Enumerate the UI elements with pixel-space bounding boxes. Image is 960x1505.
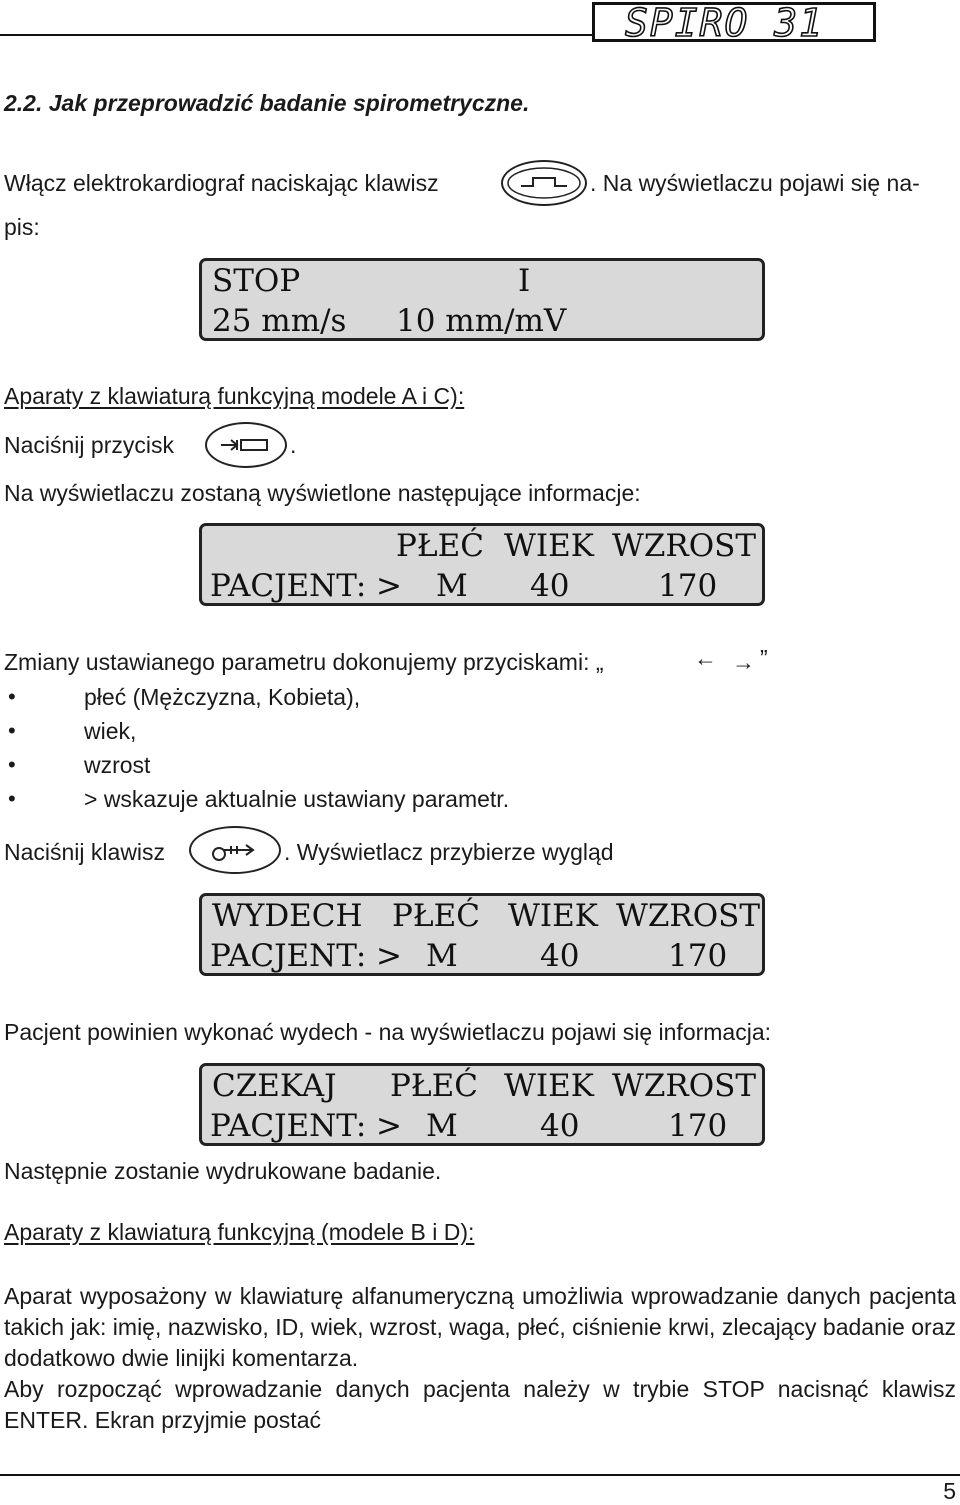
lcd-cursor-arrow: > <box>376 1108 402 1144</box>
lcd-lead-label: I <box>518 263 531 299</box>
lcd-age-value: 40 <box>540 938 580 974</box>
lcd-gain-value: 10 mm/mV <box>396 303 567 339</box>
lcd-height-value: 170 <box>668 938 728 974</box>
brand-box <box>592 1 876 45</box>
print-text: Następnie zostanie wydrukowane badanie. <box>4 1158 442 1184</box>
patient-key-icon <box>205 422 287 468</box>
page-number: 5 <box>943 1478 956 1504</box>
lcd-patient-label: PACJENT: <box>210 938 367 974</box>
lcd-age-header: WIEK <box>504 1068 594 1104</box>
lcd-height-value: 170 <box>668 1108 728 1144</box>
parameter-list <box>0 683 700 823</box>
lcd-age-header: WIEK <box>508 898 598 934</box>
lcd-display-stop <box>199 258 765 341</box>
exhale-text: Pacjent powinien wykonać wydech - na wyświetlaczu pojawi się informacja: <box>4 1019 772 1045</box>
changes-text: Zmiany ustawianego parametru dokonujemy przyciskami: „ <box>4 649 604 675</box>
models-bd-paragraph-2: Aby rozpocząć wprowadzanie danych pacjenta należy w trybie STOP nacisnąć klawisz ENTER. Ekran przyjmie postać <box>4 1376 956 1433</box>
section-title: 2.2. Jak przeprowadzić badanie spirometryczne. <box>4 90 530 116</box>
models-ac-heading: Aparaty z klawiaturą funkcyjną modele A i C): <box>4 383 465 409</box>
lcd-status-wait: CZEKAJ <box>212 1068 337 1104</box>
lcd-status-exhale: WYDECH <box>212 898 363 934</box>
press-period: . <box>290 432 297 458</box>
lcd-display-wait <box>199 1063 765 1146</box>
lcd-sex-header: PŁEĆ <box>396 528 484 564</box>
header-rule <box>0 34 594 36</box>
lcd-patient-label: PACJENT: <box>210 568 367 604</box>
list-item-text: > wskazuje aktualnie ustawiany parametr. <box>84 786 510 812</box>
close-quote: ” <box>760 645 768 671</box>
lcd-age-value: 40 <box>530 568 570 604</box>
lcd-height-header: WZROST <box>616 898 761 934</box>
brand-title: SPIRO 31 <box>625 1 825 45</box>
lcd-sex-value: M <box>426 1108 458 1144</box>
start-key-icon <box>501 160 587 206</box>
lcd-height-header: WZROST <box>612 528 757 564</box>
intro-line-1b: . Na wyświetlaczu pojawi się na- <box>590 170 920 196</box>
lcd-age-value: 40 <box>540 1108 580 1144</box>
list-item-text: wiek, <box>84 718 137 744</box>
press-key-text: Naciśnij klawisz <box>4 839 166 865</box>
models-bd-heading: Aparaty z klawiaturą funkcyjną (modele B i D): <box>4 1219 475 1245</box>
lcd-age-header: WIEK <box>504 528 594 564</box>
lcd-display-patient <box>199 523 765 606</box>
bullet: • <box>8 752 16 777</box>
arrow-left-icon: ← <box>694 645 717 671</box>
lcd-sex-header: PŁEĆ <box>392 898 480 934</box>
bullet: • <box>8 684 16 709</box>
models-bd-paragraph-1: Aparat wyposażony w klawiaturę alfanumeryczną umożliwia wprowadzanie danych pacjenta takich jak: imię, nazwisko, ID, wiek, wzrost, waga, płeć, ciśnienie krwi, zlecający badanie oraz dodatkowo dwie linijki komentarza. <box>4 1283 956 1371</box>
list-item-text: płeć (Mężczyzna, Kobieta), <box>84 684 361 710</box>
press-button-text: Naciśnij przycisk <box>4 432 174 458</box>
lcd-speed-value: 25 mm/s <box>212 303 347 339</box>
lcd-cursor-arrow: > <box>376 938 402 974</box>
lcd-display-exhale <box>199 893 765 976</box>
arrow-right-icon: → <box>732 649 755 675</box>
lcd-sex-value: M <box>426 938 458 974</box>
lcd-sex-header: PŁEĆ <box>390 1068 478 1104</box>
display-change-text: . Wyświetlacz przybierze wygląd <box>284 839 614 865</box>
lcd-sex-value: M <box>436 568 468 604</box>
display-info-text: Na wyświetlaczu zostaną wyświetlone następujące informacje: <box>4 480 641 506</box>
lcd-stop-label: STOP <box>212 263 301 299</box>
intro-line-2: pis: <box>4 214 40 240</box>
spiro-key-icon <box>189 826 281 874</box>
bullet: • <box>8 718 16 743</box>
lcd-patient-label: PACJENT: <box>210 1108 367 1144</box>
list-item-text: wzrost <box>84 752 151 778</box>
lcd-height-value: 170 <box>658 568 718 604</box>
footer-rule <box>0 1474 960 1476</box>
lcd-height-header: WZROST <box>612 1068 757 1104</box>
intro-line-1a: Włącz elektrokardiograf naciskając klawisz <box>4 170 439 196</box>
bullet: • <box>8 786 16 811</box>
lcd-cursor-arrow: > <box>376 568 402 604</box>
